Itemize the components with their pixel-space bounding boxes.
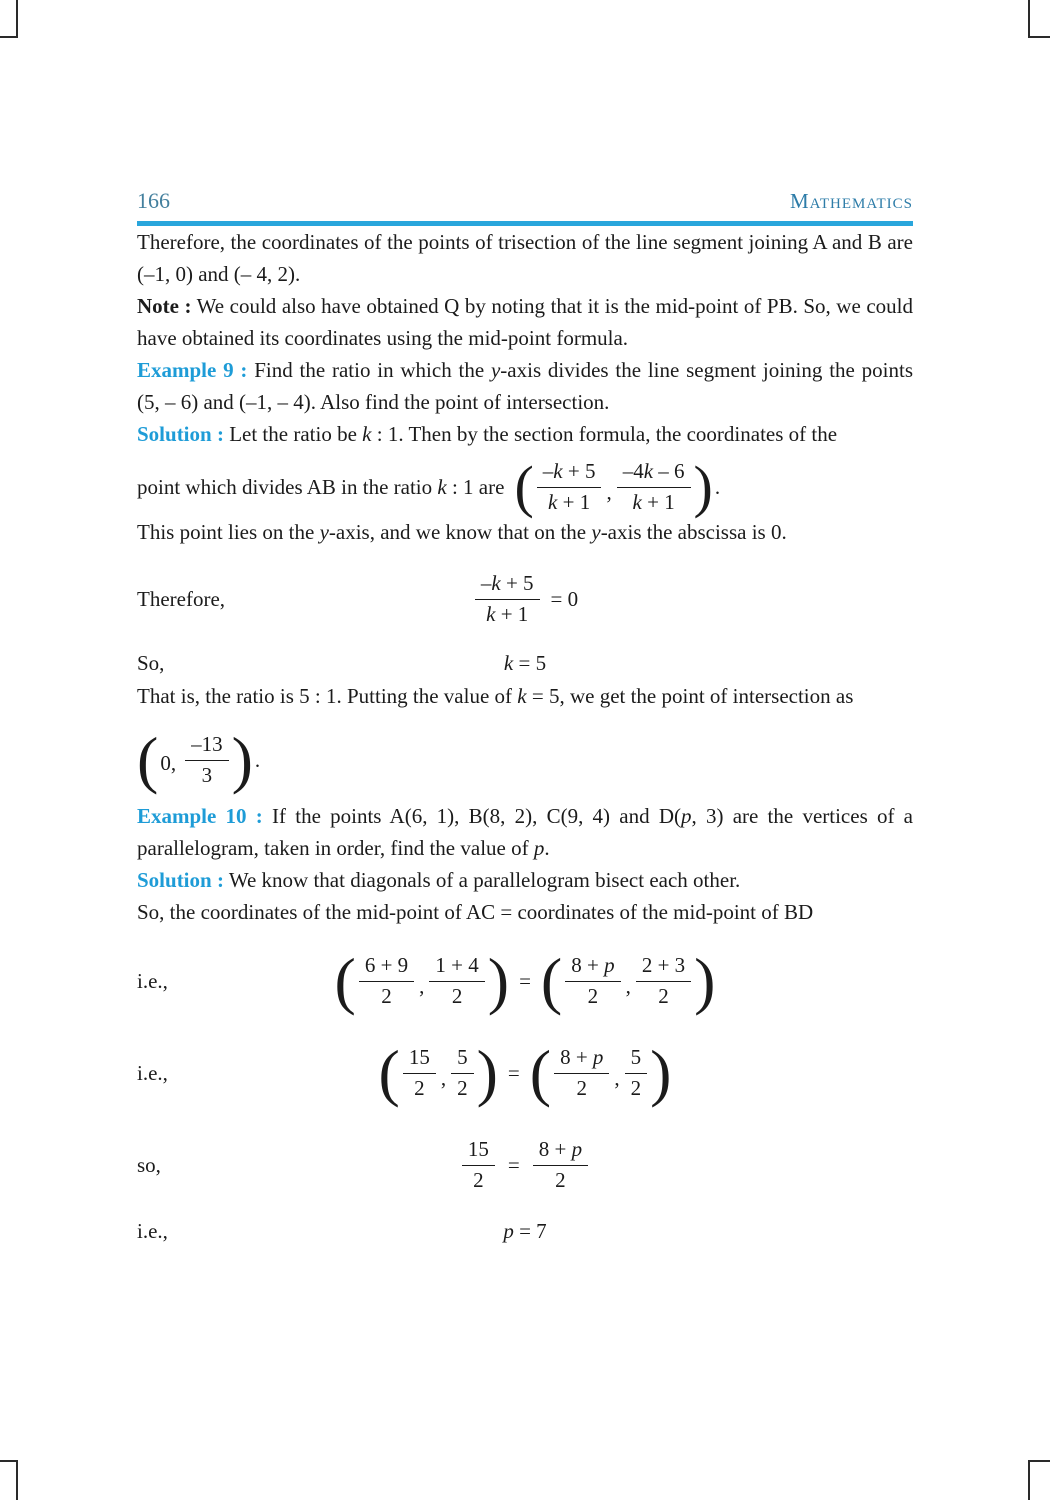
comma-separator: , (606, 480, 612, 504)
variable-p: p (533, 836, 545, 860)
paragraph-example-10 (137, 800, 913, 864)
paragraph-example-9 (137, 354, 913, 418)
fraction-neg-k-plus-5 (475, 570, 540, 628)
equation-simplified (137, 1034, 913, 1112)
variable-p: p (681, 804, 692, 828)
fraction-6-plus-9-over-2: 6 + 9 2 (359, 952, 414, 1010)
running-head-title: Mathematics (789, 189, 913, 213)
variable-k: k (503, 651, 514, 675)
text-run: = 7 (513, 1219, 547, 1243)
equation-k-equals-5 (137, 646, 913, 680)
left-paren: ( (334, 945, 356, 1016)
equation-x-coordinates (137, 1126, 913, 1204)
equation-label: Therefore, (137, 587, 226, 611)
crop-mark-top-right (1028, 0, 1050, 38)
text-run: We know that diagonals of a parallelogram bisect each other. (223, 868, 741, 892)
variable-y: y (591, 520, 601, 544)
comma-separator: , (614, 1066, 620, 1090)
variable-k: k (553, 459, 563, 484)
text-run: = 5, we get the point of intersection as (526, 684, 854, 708)
left-paren: ( (529, 1037, 552, 1108)
paragraph-midpoint (137, 896, 913, 928)
equation-therefore (137, 560, 913, 638)
text-run: This point lies on the (137, 520, 320, 544)
equals-sign: = (519, 969, 531, 993)
text-run: + 5 (500, 571, 534, 596)
text-run: + 5 (562, 459, 596, 484)
text-run: = 5 (513, 651, 547, 675)
text-run: + 1 (557, 489, 591, 514)
fraction-neg-k-plus-5 (537, 458, 602, 516)
page-number: 166 (137, 188, 170, 213)
fraction-neg-13-over-3: –13 3 (185, 731, 229, 789)
crop-mark-bottom-right (1028, 1460, 1050, 1500)
paragraph-ratio (137, 680, 913, 712)
text-run: – (542, 459, 554, 484)
text-run: If the points A(6, 1), B(8, 2), C(9, 4) and D( (262, 804, 681, 828)
variable-k: k (362, 422, 372, 446)
equation-label: So, (137, 651, 165, 675)
right-paren: ) (487, 945, 510, 1016)
right-paren: ) (231, 724, 253, 795)
equals-zero: = 0 (550, 587, 579, 611)
page-header (137, 185, 913, 217)
text-run: -axis the abscissa is 0. (600, 520, 787, 544)
variable-k: k (517, 684, 527, 708)
equation-label: i.e., (137, 1219, 168, 1243)
text-run: – (480, 571, 492, 596)
variable-k: k (437, 475, 447, 499)
example9-label: Example 9 : (137, 358, 248, 382)
text-run: Find the ratio in which the (247, 358, 491, 382)
fraction-neg-4k-minus-6 (617, 458, 691, 516)
fraction-5-over-2: 5 2 (451, 1044, 474, 1102)
note-label: Note : (137, 294, 192, 318)
text-run: + 1 (495, 601, 529, 626)
text-run: -axis, and we know that on the (328, 520, 592, 544)
text-run: 8 + (560, 1045, 593, 1070)
right-paren: ) (693, 454, 713, 519)
text-run: –4 (622, 459, 644, 484)
section-formula-line (137, 454, 913, 519)
left-paren: ( (540, 945, 563, 1016)
variable-y: y (490, 358, 501, 382)
variable-y: y (319, 520, 329, 544)
text-run: That is, the ratio is 5 : 1. Putting the value of (137, 684, 518, 708)
equation-label: so, (137, 1153, 161, 1177)
equation-midpoints (137, 942, 913, 1020)
text-run: Therefore, the coordinates of the points of trisection of the line segment joining A and B are (–1, 0) and (– 4, 2). (137, 230, 913, 286)
text-run: 0, (160, 751, 177, 775)
page-content (137, 185, 913, 1248)
text-run: -axis divides the line segment joining the points (5, – 6) and (–1, – 4). Also find the point of intersection. (137, 358, 913, 414)
fraction-1-plus-4-over-2: 1 + 4 2 (429, 952, 484, 1010)
fraction-15-over-2: $\frac{15}{2}$ (462, 1136, 495, 1194)
paragraph-trisection (137, 226, 913, 290)
equals-sign: = (507, 1153, 520, 1177)
paragraph-solution-10 (137, 864, 913, 896)
right-paren: ) (650, 1037, 672, 1108)
text-run: : 1. Then by the section formula, the coordinates of the (371, 422, 838, 446)
variable-p: p (571, 1137, 583, 1162)
left-paren: ( (514, 454, 534, 519)
variable-p: p (503, 1219, 514, 1243)
crop-mark-bottom-left (0, 1460, 18, 1500)
text-run: 8 + (538, 1137, 572, 1162)
variable-k: k (548, 489, 558, 514)
comma-separator: , (419, 974, 425, 998)
solution10-label: Solution : (137, 868, 224, 892)
fraction-2-plus-3-over-2: 2 + 3 2 (636, 952, 691, 1010)
example10-label: Example 10 : (137, 804, 263, 828)
comma-separator: , (625, 974, 631, 998)
text-run: Let the ratio be (223, 422, 363, 446)
fraction-8-plus-p-over-2: 8 + p 2 (554, 1044, 609, 1102)
left-paren: ( (378, 1037, 400, 1108)
left-paren: ( (137, 724, 159, 795)
text-run: point which divides AB in the ratio (137, 475, 438, 499)
crop-mark-top-left (0, 0, 18, 38)
variable-k: k (632, 489, 642, 514)
period: . (254, 748, 261, 772)
point-of-intersection (137, 720, 913, 800)
equation-p-equals-7 (137, 1214, 913, 1248)
comma-separator: , (440, 1066, 447, 1090)
text-run: – 6 (653, 459, 685, 484)
fraction-5-over-2: 5 2 (625, 1044, 648, 1102)
equation-label: i.e., (137, 969, 168, 993)
fraction-8-plus-p-over-2: 8 + p 2 (565, 952, 620, 1010)
paragraph-note (137, 290, 913, 354)
text-run: : 1 are (446, 475, 505, 499)
solution9-label: Solution : (137, 422, 224, 446)
text-run: , 3) are the vertices of a parallelogram, taken in order, find the value of (137, 804, 914, 860)
equals-sign: = (507, 1061, 520, 1085)
note-text: We could also have obtained Q by noting that it is the mid-point of PB. So, we could have obtained its coordinates using the mid-point formula. (137, 294, 913, 350)
variable-k: k (643, 459, 654, 484)
right-paren: ) (694, 945, 716, 1016)
paragraph-y-axis (137, 516, 913, 548)
variable-p: p (604, 953, 615, 978)
text-run: . (544, 836, 550, 860)
equation-label: i.e., (137, 1061, 168, 1085)
text-run: So, the coordinates of the mid-point of AC = coordinates of the mid-point of BD (137, 900, 814, 924)
period: . (714, 475, 721, 499)
paragraph-solution-9 (137, 418, 913, 450)
variable-k: k (486, 601, 496, 626)
text-run: 8 + (571, 953, 605, 978)
text-run (504, 647, 546, 679)
text-run (503, 1215, 546, 1247)
variable-k: k (491, 571, 501, 596)
text-run: + 1 (641, 489, 675, 514)
fraction-15-over-2: 15 2 (403, 1044, 436, 1102)
fraction-8-plus-p-over-2: $\frac{8 + p}{2}$ (533, 1136, 588, 1194)
variable-p: p (592, 1045, 604, 1070)
right-paren: ) (476, 1037, 498, 1108)
text-run (137, 471, 504, 503)
